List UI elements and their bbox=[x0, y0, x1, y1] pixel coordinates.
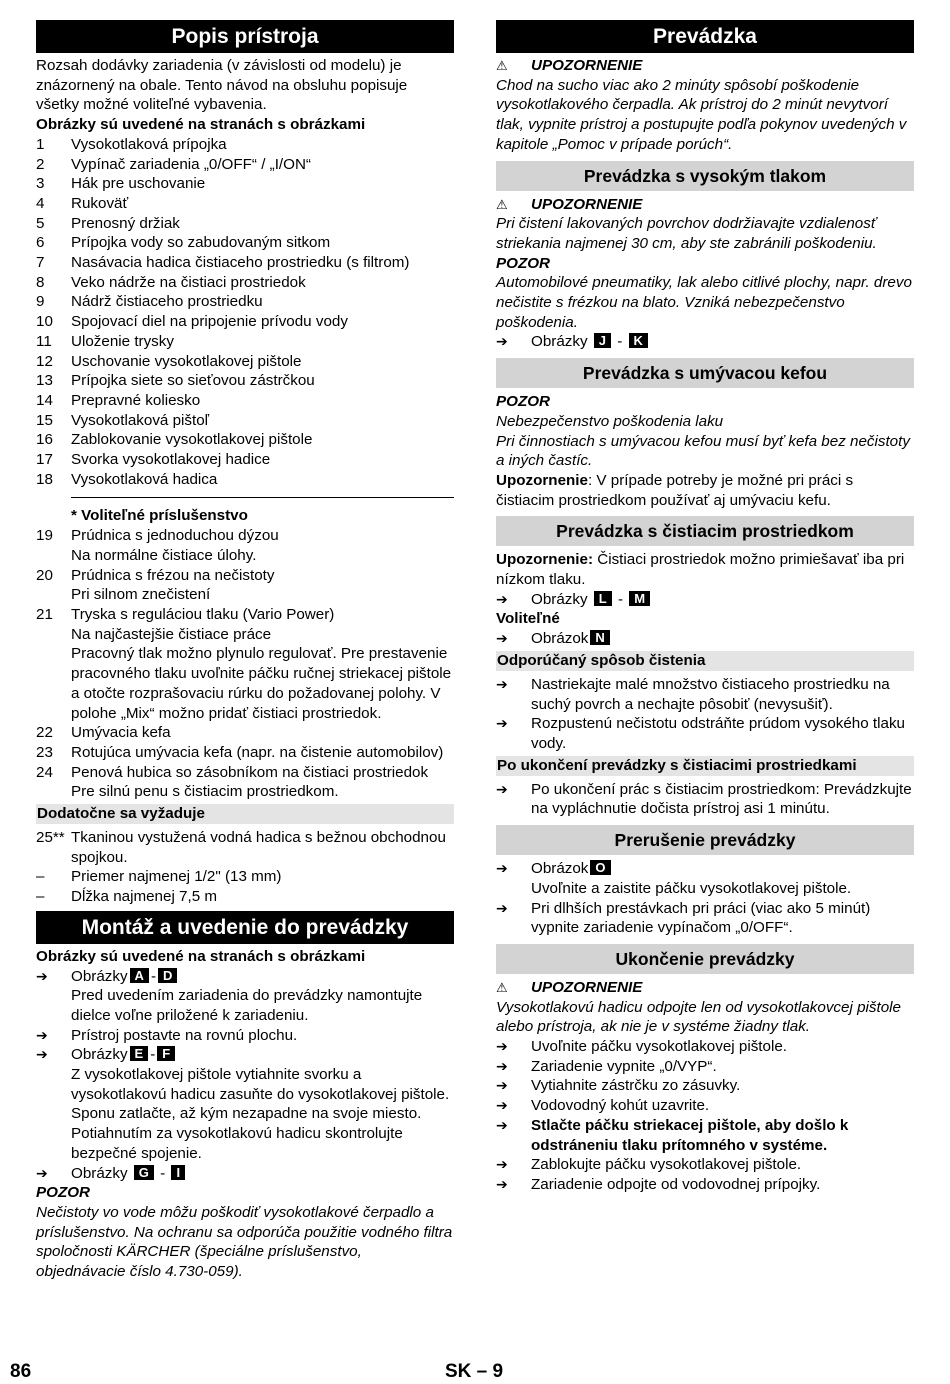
list-item bbox=[36, 605, 454, 723]
item-number: 6 bbox=[36, 234, 45, 252]
list-item bbox=[36, 828, 454, 867]
list-item bbox=[36, 411, 454, 431]
step-item bbox=[496, 1076, 914, 1096]
dash: - bbox=[160, 1164, 166, 1182]
item-number: 20 bbox=[36, 566, 53, 584]
figure-badge: D bbox=[158, 968, 177, 983]
item-subtext: Na najčastejšie čistiace práce bbox=[71, 625, 272, 643]
arrow-right-icon: ➔ bbox=[36, 1046, 48, 1063]
pozor-text: Nebezpečenstvo poškodenia laku bbox=[496, 412, 724, 430]
list-item bbox=[36, 887, 454, 907]
arrow-right-icon: ➔ bbox=[36, 967, 48, 984]
pozor-text: Nečistoty vo vode môžu poškodiť vysokotlakové čerpadlo a príslušenstvo. Na ochranu sa odporúča použitie vodného filtra spoločnosti KÄRCHER (špeciálne príslušenstvo, objednávacie číslo 4.730-059). bbox=[36, 1203, 453, 1281]
page-code: SK – 9 bbox=[445, 1361, 504, 1382]
list-item bbox=[36, 214, 454, 234]
step-text: Pri dlhších prestávkach pri práci (viac ako 5 minút) vypnite zariadenie vypínačom „0/OFF“. bbox=[531, 899, 871, 937]
step-item bbox=[496, 332, 914, 352]
step-text: Uvoľnite páčku vysokotlakovej pištole. bbox=[531, 1038, 787, 1056]
intro-bold: Obrázky sú uvedené na stranách s obrázkami bbox=[36, 116, 366, 134]
item-number: 1 bbox=[36, 135, 45, 153]
step-text: Po ukončení prác s čistiacim prostriedkom: Prevádzkujte na vypláchnutie dočista prístroj asi 1 minútu. bbox=[531, 780, 912, 818]
note-body: : V prípade potreby je možné pri práci s čistiacim prostriedkom používať aj umývaciu kefu. bbox=[496, 471, 854, 509]
step-item bbox=[496, 1057, 914, 1077]
step-item bbox=[496, 1155, 914, 1175]
item-text: Vysokotlaková pištoľ bbox=[71, 411, 210, 429]
step-item bbox=[496, 629, 914, 649]
item-text: Nádrž čistiaceho prostriedku bbox=[71, 293, 263, 311]
arrow-right-icon: ➔ bbox=[496, 780, 508, 797]
item-text: Tkaninou vystužená vodná hadica s bežnou obchodnou spojkou. bbox=[71, 829, 446, 866]
list-item bbox=[36, 371, 454, 391]
figure-ref-label: Obrázky bbox=[71, 1164, 128, 1182]
item-number: 13 bbox=[36, 372, 53, 390]
item-dash: – bbox=[36, 868, 45, 886]
list-item bbox=[36, 526, 454, 565]
arrow-right-icon: ➔ bbox=[496, 1077, 508, 1094]
step-text: Rozpustenú nečistotu odstráňte prúdom vysokého tlaku vody. bbox=[531, 715, 905, 752]
step-item bbox=[496, 590, 914, 610]
list-item bbox=[36, 332, 454, 352]
list-item bbox=[36, 470, 454, 490]
right-column bbox=[496, 20, 914, 1195]
item-text: Svorka vysokotlakovej hadice bbox=[71, 451, 271, 469]
pozor-text: Automobilové pneumatiky, lak alebo citlivé plochy, napr. drevo nečistite s frézkou na blato. Vzniká nebezpečenstvo poškodenia. bbox=[496, 274, 912, 331]
item-text: Vysokotlaková prípojka bbox=[71, 135, 227, 153]
figure-badge: N bbox=[590, 630, 609, 645]
list-item bbox=[36, 273, 454, 293]
warning-line bbox=[496, 56, 914, 76]
warning-label: UPOZORNENIE bbox=[531, 195, 643, 213]
item-text: Tryska s reguláciou tlaku (Vario Power) bbox=[71, 605, 335, 623]
warning-triangle-icon: ⚠ bbox=[496, 196, 508, 212]
arrow-right-icon: ➔ bbox=[496, 1057, 508, 1074]
item-text: Vypínač zariadenia „0/OFF“ / „I/ON“ bbox=[71, 155, 311, 173]
item-number: 14 bbox=[36, 391, 53, 409]
pozor-label: POZOR bbox=[496, 254, 551, 272]
arrow-right-icon: ➔ bbox=[496, 675, 508, 692]
dash: - bbox=[150, 967, 156, 985]
figure-badge: K bbox=[629, 333, 648, 348]
arrow-right-icon: ➔ bbox=[36, 1164, 48, 1181]
item-number: 17 bbox=[36, 451, 53, 469]
item-text: Uschovanie vysokotlakovej pištole bbox=[71, 352, 302, 370]
step-text: Prístroj postavte na rovnú plochu. bbox=[71, 1026, 298, 1044]
list-item bbox=[36, 155, 454, 175]
figure-ref-label: Obrázok bbox=[531, 630, 589, 648]
item-dash: – bbox=[36, 888, 45, 906]
section-heading-prevadzka: Prevádzka bbox=[496, 20, 914, 53]
step-item bbox=[496, 714, 914, 753]
figure-ref-label: Obrázok bbox=[531, 860, 589, 878]
list-item bbox=[36, 723, 454, 743]
item-number: 16 bbox=[36, 431, 53, 449]
note-text bbox=[496, 471, 914, 510]
figure-ref-label: Obrázky bbox=[531, 590, 588, 608]
arrow-right-icon: ➔ bbox=[496, 590, 508, 607]
item-text: Rotujúca umývacia kefa (napr. na čistenie automobilov) bbox=[71, 743, 444, 761]
step-text: Zablokujte páčku vysokotlakovej pištole. bbox=[531, 1156, 802, 1174]
warning-text: Vysokotlakovú hadicu odpojte len od vysokotlakovcej pištole alebo prístroja, ak nie je v systéme žiadny tlak. bbox=[496, 998, 901, 1036]
item-subtext: Pracovný tlak možno plynulo regulovať. Pre prestavenie pracovného tlaku uvoľnite páčku ručnej striekacej pištole a otočte rozprašovaciu rúrku do požadovanej polohy. V polohe „Mix“ možno pridať čistiaci prostriedok. bbox=[71, 645, 452, 722]
arrow-right-icon: ➔ bbox=[496, 715, 508, 732]
item-text: Prípojka siete so sieťovou zástrčkou bbox=[71, 372, 315, 390]
item-number: 18 bbox=[36, 470, 53, 488]
step-text: Uvoľnite a zaistite páčku vysokotlakovej pištole. bbox=[531, 879, 852, 897]
list-item bbox=[36, 430, 454, 450]
item-text: Prúdnica s jednoduchou dýzou bbox=[71, 527, 279, 545]
item-number: 4 bbox=[36, 194, 45, 212]
step-text: Stlačte páčku striekacej pištole, aby došlo k odstráneniu tlaku prítomného v systéme. bbox=[531, 1116, 849, 1154]
page-number: 86 bbox=[10, 1361, 32, 1382]
figure-ref-label: Obrázky bbox=[71, 967, 128, 985]
list-item bbox=[36, 763, 454, 802]
item-number: 3 bbox=[36, 175, 45, 193]
arrow-right-icon: ➔ bbox=[496, 1156, 508, 1173]
step-item bbox=[496, 1116, 914, 1155]
warning-label: UPOZORNENIE bbox=[531, 57, 643, 74]
step-item bbox=[496, 675, 914, 714]
list-item bbox=[36, 450, 454, 470]
item-text: Penová hubica so zásobníkom na čistiaci prostriedok bbox=[71, 763, 429, 781]
arrow-right-icon: ➔ bbox=[36, 1026, 48, 1043]
item-text: Spojovací diel na pripojenie prívodu vody bbox=[71, 313, 348, 331]
warning-label: UPOZORNENIE bbox=[531, 978, 643, 996]
item-number: 2 bbox=[36, 155, 45, 173]
figure-badge: I bbox=[171, 1165, 185, 1180]
item-text: Vysokotlaková hadica bbox=[71, 470, 218, 488]
parts-list bbox=[36, 135, 454, 490]
note-label: Upozornenie: bbox=[496, 551, 594, 569]
item-number: 15 bbox=[36, 411, 53, 429]
item-text: Rukoväť bbox=[71, 194, 129, 212]
arrow-right-icon: ➔ bbox=[496, 1175, 508, 1192]
list-item bbox=[36, 253, 454, 273]
item-number: 11 bbox=[36, 332, 52, 350]
item-number: 21 bbox=[36, 605, 53, 623]
item-number: 24 bbox=[36, 763, 53, 781]
step-item bbox=[496, 899, 914, 938]
item-subtext: Na normálne čistiace úlohy. bbox=[71, 546, 257, 564]
figure-ref-label: Obrázky bbox=[531, 333, 588, 351]
step-text: Nastriekajte malé množstvo čistiaceho prostriedku na suchý povrch a nechajte pôsobiť (nevysušiť). bbox=[531, 675, 890, 713]
item-text: Prenosný držiak bbox=[71, 214, 180, 232]
step-text: Vytiahnite zástrčku zo zásuvky. bbox=[531, 1077, 741, 1095]
item-text: Zablokovanie vysokotlakovej pištole bbox=[71, 431, 313, 449]
section-heading-popis: Popis prístroja bbox=[36, 20, 454, 53]
warning-triangle-icon: ⚠ bbox=[496, 58, 508, 73]
figure-badge: A bbox=[130, 968, 149, 983]
arrow-right-icon: ➔ bbox=[496, 1116, 508, 1133]
item-text: Umývacia kefa bbox=[71, 724, 171, 742]
item-number: 25** bbox=[36, 829, 65, 847]
list-item bbox=[36, 194, 454, 214]
list-item bbox=[36, 135, 454, 155]
optional-label: Voliteľné bbox=[496, 610, 560, 628]
arrow-right-icon: ➔ bbox=[496, 1097, 508, 1114]
step-item bbox=[36, 1026, 454, 1046]
figure-badge: J bbox=[594, 333, 611, 348]
item-text: Priemer najmenej 1/2" (13 mm) bbox=[71, 868, 282, 886]
step-text: Zariadenie odpojte od vodovodnej prípojky. bbox=[531, 1175, 821, 1193]
pozor-label: POZOR bbox=[496, 393, 551, 411]
warning-line bbox=[496, 195, 914, 215]
item-text: Dĺžka najmenej 7,5 m bbox=[71, 888, 218, 906]
note-label: Upozornenie bbox=[496, 471, 588, 489]
note-body: Čistiaci prostriedok možno primiešavať iba pri nízkom tlaku. bbox=[496, 551, 905, 589]
step-item bbox=[36, 967, 454, 1026]
dash: - bbox=[617, 590, 624, 608]
montaz-bold: Obrázky sú uvedené na stranách s obrázkami bbox=[36, 947, 366, 965]
section-heading-prerusenie: Prerušenie prevádzky bbox=[496, 825, 914, 855]
arrow-right-icon: ➔ bbox=[496, 899, 508, 916]
list-item bbox=[36, 174, 454, 194]
step-text: Zariadenie vypnite „0/VYP“. bbox=[531, 1057, 717, 1075]
step-item bbox=[496, 780, 914, 819]
item-number: 22 bbox=[36, 724, 53, 742]
list-item bbox=[36, 566, 454, 605]
warning-text: Chod na sucho viac ako 2 minúty spôsobí poškodenie vysokotlakového čerpadla. Ak prístroj do 2 minút nevytvorí tlak, vypnite prístroj a postupujte podľa pokynov uvedených v kapitole „Pomoc v prípade porúch“. bbox=[496, 76, 907, 153]
divider bbox=[71, 497, 454, 498]
item-text: Nasávacia hadica čistiaceho prostriedku (s filtrom) bbox=[71, 254, 410, 272]
list-item bbox=[36, 233, 454, 253]
list-item bbox=[36, 391, 454, 411]
figure-badge: G bbox=[134, 1165, 154, 1180]
list-item bbox=[36, 352, 454, 372]
item-number: 10 bbox=[36, 313, 53, 331]
optional-accessories-title: * Voliteľné príslušenstvo bbox=[71, 507, 248, 525]
figure-badge: F bbox=[157, 1046, 175, 1061]
section-heading-vysoky-tlak: Prevádzka s vysokým tlakom bbox=[496, 161, 914, 191]
step-item bbox=[36, 1164, 454, 1184]
figure-badge: L bbox=[594, 591, 612, 606]
item-subtext: Pre silnú penu s čistiacim prostriedkom. bbox=[71, 783, 339, 801]
figure-badge: O bbox=[590, 860, 610, 875]
item-number: 7 bbox=[36, 254, 45, 272]
pozor-label: POZOR bbox=[36, 1184, 91, 1202]
item-text: Prúdnica s frézou na nečistoty bbox=[71, 566, 275, 584]
step-item bbox=[496, 1175, 914, 1195]
section-heading-montaz: Montáž a uvedenie do prevádzky bbox=[36, 911, 454, 944]
step-item bbox=[496, 1037, 914, 1057]
warning-text: Pri čistení lakovaných povrchov dodržiavajte vzdialenosť striekania najmenej 30 cm, aby ste zabránili poškodeniu. bbox=[496, 215, 877, 252]
step-item bbox=[496, 1096, 914, 1116]
step-text: Pred uvedením zariadenia do prevádzky namontujte dielce voľne priložené k zariadeniu. bbox=[71, 987, 423, 1024]
subheading-dodatocne: Dodatočne sa vyžaduje bbox=[36, 804, 454, 824]
step-item bbox=[36, 1045, 454, 1163]
figure-badge: E bbox=[130, 1046, 149, 1061]
item-text: Prepravné koliesko bbox=[71, 391, 201, 409]
item-number: 5 bbox=[36, 214, 45, 232]
item-text: Hák pre uschovanie bbox=[71, 175, 206, 193]
figure-badge: M bbox=[629, 591, 650, 606]
figure-ref-label: Obrázky bbox=[71, 1046, 128, 1064]
item-number: 12 bbox=[36, 352, 53, 370]
left-column bbox=[36, 20, 454, 1282]
dash: - bbox=[150, 1046, 156, 1064]
list-item bbox=[36, 867, 454, 887]
section-heading-ukoncenie: Ukončenie prevádzky bbox=[496, 944, 914, 974]
item-subtext: Pri silnom znečistení bbox=[71, 586, 211, 604]
arrow-right-icon: ➔ bbox=[496, 1038, 508, 1055]
section-heading-kefa: Prevádzka s umývacou kefou bbox=[496, 358, 914, 388]
warning-triangle-icon: ⚠ bbox=[496, 979, 508, 995]
subheading-po-ukonceni: Po ukončení prevádzky s čistiacimi prostriedkami bbox=[496, 756, 914, 776]
list-item bbox=[36, 312, 454, 332]
arrow-right-icon: ➔ bbox=[496, 333, 508, 350]
item-number: 23 bbox=[36, 743, 53, 761]
dash: - bbox=[617, 333, 623, 351]
step-item bbox=[496, 859, 914, 898]
list-item bbox=[36, 743, 454, 763]
item-text: Prípojka vody so zabudovaným sitkom bbox=[71, 234, 331, 252]
item-number: 19 bbox=[36, 527, 53, 545]
warning-line bbox=[496, 978, 914, 998]
step-text: Vodovodný kohút uzavrite. bbox=[531, 1097, 710, 1115]
note-text bbox=[496, 550, 914, 589]
arrow-right-icon: ➔ bbox=[496, 860, 508, 877]
step-text: Z vysokotlakovej pištole vytiahnite svorku a vysokotlakovú hadicu zasuňte do vysokotlakovej pištole. Sponu zatlačte, až kým nezapadne na svoje miesto. Potiahnutím za vysokotlakovú hadicu skontrolujte bezpečné spojenie. bbox=[71, 1066, 450, 1162]
item-number: 9 bbox=[36, 293, 45, 311]
item-text: Uloženie trysky bbox=[71, 332, 174, 350]
list-item bbox=[36, 292, 454, 312]
item-number: 8 bbox=[36, 273, 45, 291]
arrow-right-icon: ➔ bbox=[496, 630, 508, 647]
intro-text: Rozsah dodávky zariadenia (v závislosti od modelu) je znázornený na obale. Tento návod na obsluhu popisuje všetky možné voliteľné vybavenia. bbox=[36, 57, 408, 114]
section-heading-cistiaci: Prevádzka s čistiacim prostriedkom bbox=[496, 516, 914, 546]
subheading-odporucany: Odporúčaný spôsob čistenia bbox=[496, 651, 914, 671]
pozor-text: Pri činnostiach s umývacou kefou musí byť kefa bez nečistoty a iných častíc. bbox=[496, 432, 910, 470]
item-text: Veko nádrže na čistiaci prostriedok bbox=[71, 273, 306, 291]
